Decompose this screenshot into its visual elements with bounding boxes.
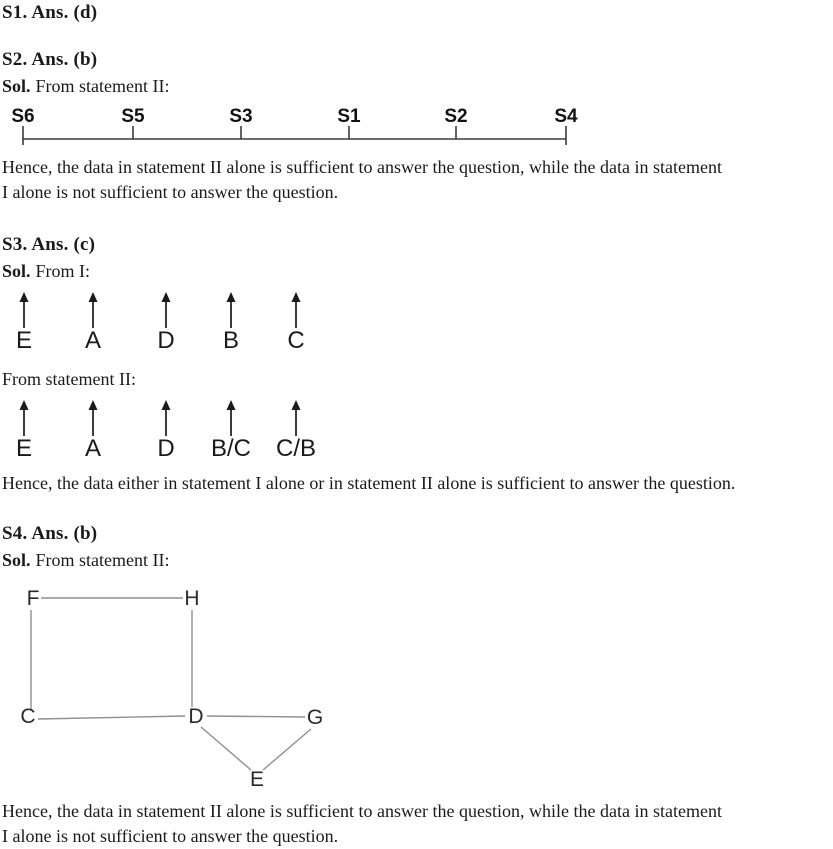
s3-conclusion-line1: Hence, the data either in statement I alone or in statement II alone is sufficient to answer the question. [2, 473, 736, 493]
s2-answer-heading: S2. Ans. (b) [2, 49, 98, 70]
arrow-item [53, 400, 133, 462]
number-line-label-s2: S2 [444, 106, 468, 127]
s3-from-statement-ii-label: From statement II: [2, 369, 136, 389]
s4-graph-diagram [12, 581, 833, 793]
s4-solution-line [2, 548, 833, 573]
s3-arrow-row-1 [2, 292, 833, 354]
arrow-letter: D [157, 435, 175, 462]
up-arrow-icon [224, 292, 238, 328]
number-line-label-s4: S4 [554, 106, 578, 127]
arrow-item [256, 400, 336, 462]
arrow-letter: C/B [275, 435, 316, 462]
up-arrow-icon [289, 400, 303, 436]
edge-E-G [263, 729, 311, 770]
graph-node-D: D [188, 705, 204, 728]
up-arrow-icon [86, 400, 100, 436]
number-line-label-s6: S6 [11, 106, 35, 127]
s4-sol-text: From statement II: [35, 550, 170, 570]
edge-C-D [38, 716, 185, 719]
graph-node-F: F [26, 587, 40, 610]
arrow-letter: C [287, 327, 305, 354]
s3-answer-heading: S3. Ans. (c) [2, 234, 96, 255]
graph-node-H: H [184, 587, 200, 610]
arrow-letter: B/C [210, 435, 251, 462]
up-arrow-icon [289, 292, 303, 328]
number-line-label-s5: S5 [121, 106, 145, 127]
section-s3 [2, 234, 833, 496]
s3-conclusion [2, 471, 833, 496]
s4-sol-label: Sol. [2, 550, 31, 570]
s4-conclusion-line1: Hence, the data in statement II alone is sufficient to answer the question, while the data in statement [2, 801, 722, 821]
s3-arrow-row-2 [2, 400, 833, 462]
number-line-label-s3: S3 [229, 106, 253, 127]
s3-sol-text: From I: [35, 261, 91, 281]
s4-answer-heading: S4. Ans. (b) [2, 523, 98, 544]
arrow-item [256, 292, 336, 354]
graph-node-G: G [306, 706, 324, 729]
up-arrow-icon [86, 292, 100, 328]
edge-D-G [207, 716, 305, 717]
s2-sol-text: From statement II: [35, 76, 170, 96]
s3-sol-label: Sol. [2, 261, 31, 281]
graph-node-C: C [20, 705, 36, 728]
s4-conclusion [2, 799, 833, 849]
arrow-letter: A [84, 327, 101, 354]
arrow-letter: D [157, 327, 175, 354]
up-arrow-icon [17, 400, 31, 436]
s2-sol-label: Sol. [2, 76, 31, 96]
up-arrow-icon [159, 292, 173, 328]
number-line-label-s1: S1 [337, 106, 361, 127]
arrow-item [53, 292, 133, 354]
graph-node-E: E [249, 768, 265, 791]
number-line-svg [2, 106, 602, 150]
arrow-letter: E [15, 435, 32, 462]
section-s2 [2, 49, 833, 205]
section-s4 [2, 523, 833, 849]
arrow-letter: B [222, 327, 239, 354]
s2-solution-line [2, 74, 833, 99]
s1-answer-heading: S1. Ans. (d) [2, 2, 98, 23]
s2-conclusion-line1: Hence, the data in statement II alone is sufficient to answer the question, while the data in statement [2, 157, 722, 177]
arrow-letter: A [84, 435, 101, 462]
up-arrow-icon [159, 400, 173, 436]
s4-conclusion-line2: I alone is not sufficient to answer the question. [2, 826, 339, 846]
s2-conclusion [2, 155, 833, 205]
arrow-letter: E [15, 327, 32, 354]
up-arrow-icon [224, 400, 238, 436]
s2-number-line-diagram [2, 106, 833, 150]
up-arrow-icon [17, 292, 31, 328]
edge-D-E [201, 727, 251, 770]
s3-solution-line [2, 259, 833, 284]
s2-conclusion-line2: I alone is not sufficient to answer the question. [2, 182, 339, 202]
graph-svg [12, 581, 352, 793]
